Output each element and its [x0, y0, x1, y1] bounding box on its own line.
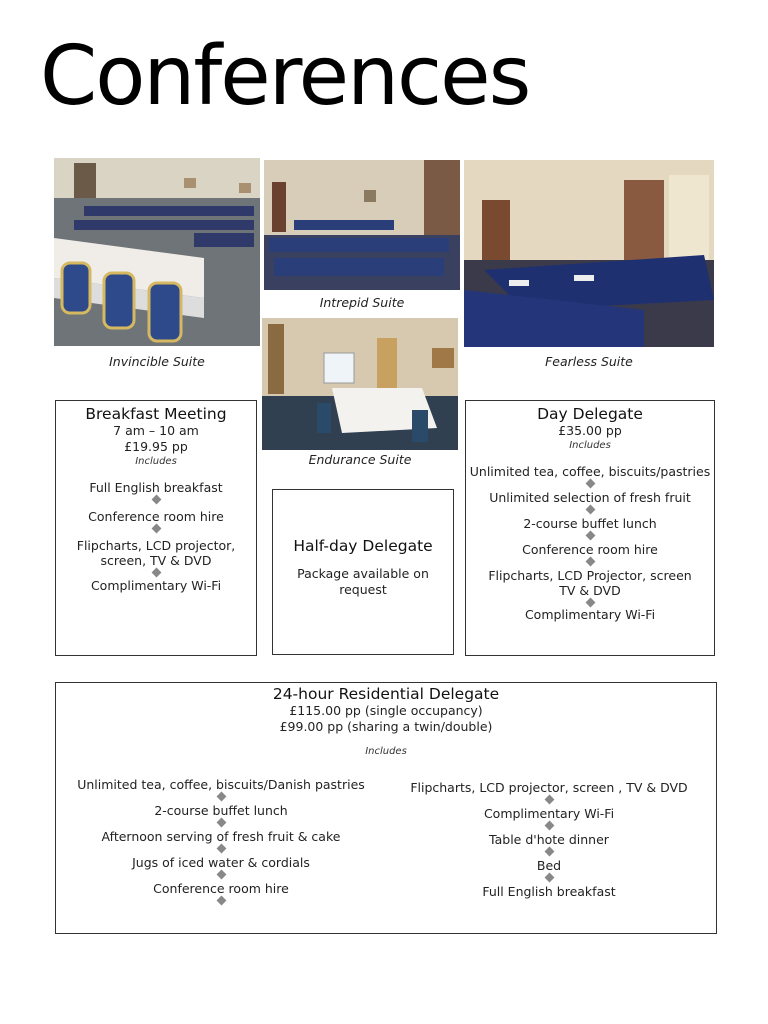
diamond-bullet-icon [544, 821, 554, 831]
list-item: Table d'hote dinner [394, 832, 704, 855]
half-day-note: Package available on request [297, 566, 429, 597]
breakfast-meeting-box [55, 400, 257, 656]
half-day-title: Half-day Delegate [293, 537, 433, 555]
invincible-suite-caption: Invincible Suite [109, 354, 205, 369]
list-item: Bed [394, 858, 704, 881]
list-item: Full English breakfast [56, 480, 256, 503]
day-delegate-title: Day Delegate [537, 405, 643, 423]
diamond-bullet-icon [151, 568, 161, 578]
diamond-bullet-icon [216, 844, 226, 854]
residential-title: 24-hour Residential Delegate [272, 685, 500, 703]
intrepid-suite-caption: Intrepid Suite [319, 295, 405, 310]
residential-price-single: £115.00 pp (single occupancy) [289, 703, 483, 718]
diamond-bullet-icon [585, 531, 595, 541]
day-delegate-price: £35.00 pp [558, 423, 622, 438]
list-item: Flipcharts, LCD projector, screen , TV & DVD [394, 780, 704, 803]
residential-right-column [394, 780, 704, 899]
list-item: Unlimited tea, coffee, biscuits/Danish pastries [61, 777, 381, 800]
list-item: Conference room hire [61, 881, 381, 904]
list-item: Jugs of iced water & cordials [61, 855, 381, 878]
half-day-delegate-box [272, 489, 454, 655]
residential-includes-label: Includes [365, 746, 407, 757]
breakfast-price: £19.95 pp [124, 439, 188, 454]
diamond-bullet-icon [151, 524, 161, 534]
diamond-bullet-icon [544, 873, 554, 883]
residential-left-column [61, 777, 381, 905]
intrepid-suite-photo [264, 160, 460, 290]
list-item: 2-course buffet lunch [61, 803, 381, 826]
endurance-suite-caption: Endurance Suite [308, 452, 412, 467]
diamond-bullet-icon [216, 870, 226, 880]
fearless-suite-photo [464, 160, 714, 347]
residential-delegate-box [55, 682, 717, 934]
diamond-bullet-icon [585, 557, 595, 567]
list-item: Complimentary Wi-Fi [90, 578, 222, 593]
list-item: Conference room hire [466, 542, 714, 565]
list-item: Unlimited selection of fresh fruit [466, 490, 714, 513]
list-item: Flipcharts, LCD Projector, screen TV & DVD [466, 568, 714, 606]
diamond-bullet-icon [216, 896, 226, 906]
list-item: 2-course buffet lunch [466, 516, 714, 539]
list-item: Afternoon serving of fresh fruit & cake [61, 829, 381, 852]
fearless-suite-caption: Fearless Suite [545, 354, 633, 369]
diamond-bullet-icon [585, 505, 595, 515]
diamond-bullet-icon [585, 598, 595, 608]
day-delegate-box [465, 400, 715, 656]
list-item: Complimentary Wi-Fi [524, 607, 656, 622]
breakfast-title: Breakfast Meeting [85, 405, 227, 423]
list-item: Complimentary Wi-Fi [394, 806, 704, 829]
endurance-suite-photo [262, 318, 458, 450]
diamond-bullet-icon [216, 818, 226, 828]
diamond-bullet-icon [544, 847, 554, 857]
residential-price-twin: £99.00 pp (sharing a twin/double) [279, 719, 493, 734]
list-item: Unlimited tea, coffee, biscuits/pastries [466, 464, 714, 487]
diamond-bullet-icon [544, 795, 554, 805]
invincible-suite-photo [54, 158, 260, 346]
diamond-bullet-icon [216, 792, 226, 802]
day-delegate-includes-label: Includes [569, 440, 611, 451]
diamond-bullet-icon [585, 479, 595, 489]
breakfast-includes-label: Includes [135, 456, 177, 467]
diamond-bullet-icon [151, 495, 161, 505]
list-item: Conference room hire [56, 509, 256, 532]
list-item: Flipcharts, LCD projector, screen, TV & DVD [56, 538, 256, 576]
list-item: Full English breakfast [482, 884, 616, 899]
page-title: Conferences [40, 29, 530, 124]
breakfast-time: 7 am – 10 am [113, 423, 199, 438]
